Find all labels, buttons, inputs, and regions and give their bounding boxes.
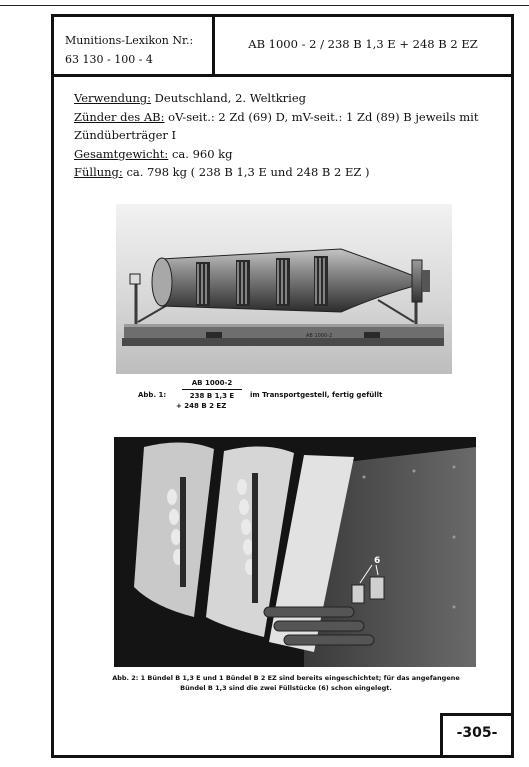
header-lexikon-cell <box>54 17 215 77</box>
fuellung-line <box>74 163 506 182</box>
figure1-fraction <box>182 378 242 401</box>
header-designation-cell <box>215 17 511 77</box>
gewicht-value: ca. 960 kg <box>168 146 233 161</box>
gewicht-label: Gesamtgewicht: <box>74 146 169 161</box>
plate-label: AB 1000-2 <box>306 333 333 339</box>
info-block <box>74 89 506 182</box>
zuender-line <box>74 108 506 145</box>
verwendung-line <box>74 89 506 108</box>
fuellung-value: ca. 798 kg ( 238 B 1,3 E und 248 B 2 EZ ) <box>122 165 370 179</box>
gewicht-line <box>74 145 506 164</box>
zuender-label: Zünder des AB: <box>74 109 165 124</box>
document-frame <box>51 14 514 758</box>
figure2-caption-line1: Abb. 2: 1 Bündel B 1,3 E und 1 Bündel B 2 EZ sind bereits eingeschichtet; für das angefangene <box>112 674 460 682</box>
bundle-filling-photo <box>114 437 476 667</box>
top-rule <box>0 5 529 6</box>
lexikon-label: Munitions-Lexikon Nr.: <box>65 34 194 47</box>
bomb-illustration <box>116 204 452 374</box>
page-number-box <box>440 713 511 755</box>
figure1-abb: Abb. 1: <box>138 391 167 399</box>
designation-title: AB 1000 - 2 / 238 B 1,3 E + 248 B 2 EZ <box>248 37 478 51</box>
figure1-denominator: 238 B 1,3 E <box>189 392 235 400</box>
page-number: -305- <box>456 725 498 741</box>
verwendung-value: Deutschland, 2. Weltkrieg <box>151 91 307 105</box>
bundle-illustration <box>114 437 476 667</box>
fuellung-label: Füllung: <box>74 165 123 179</box>
lexikon-number: 63 130 - 100 - 4 <box>65 53 153 66</box>
figure2-caption-line2: Bündel B 1,3 sind die zwei Füllstücke (6) schon eingelegt. <box>180 684 392 692</box>
figure2-caption <box>78 673 494 693</box>
bomb-transport-photo <box>116 204 452 374</box>
figure1-numerator: AB 1000-2 <box>182 378 242 390</box>
verwendung-label: Verwendung: <box>74 91 152 105</box>
figure1-denominator-2: + 248 B 2 EZ <box>176 402 227 410</box>
zuender-value: oV-seit.: 2 Zd (69) D, mV-seit.: 1 Zd (89) B jeweils mit Zündüberträger I <box>74 109 479 142</box>
callout-6-label: 6 <box>374 556 381 566</box>
figure1-text: im Transportgestell, fertig gefüllt <box>250 391 383 399</box>
